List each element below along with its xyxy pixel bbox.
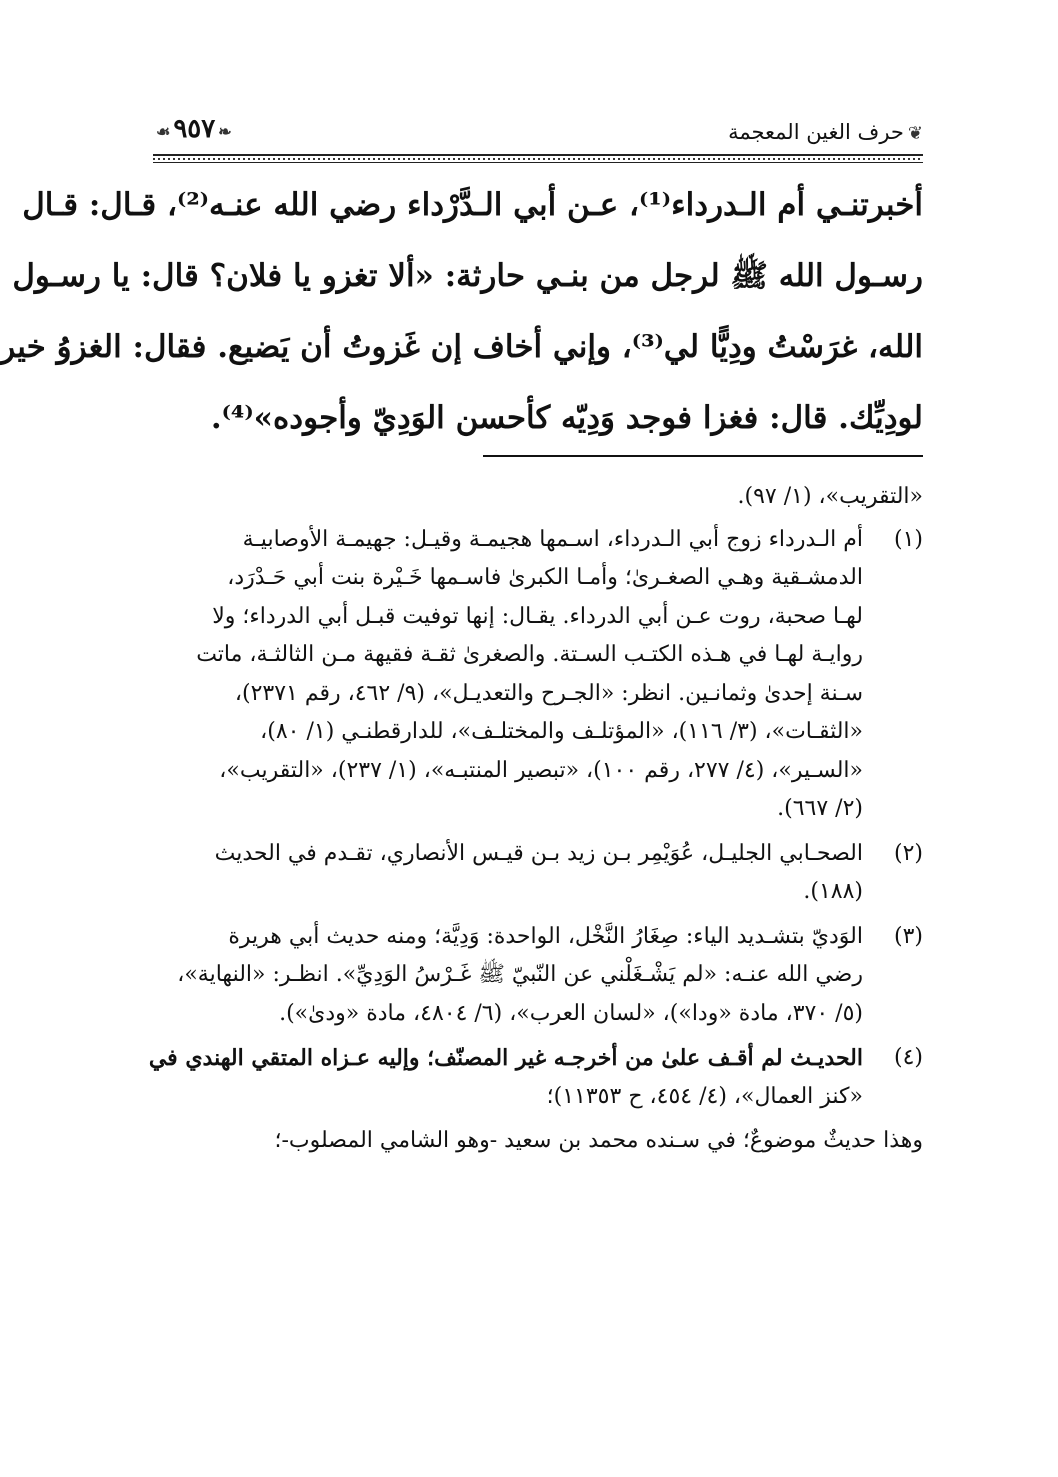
- footnote-line: الوَديّ بتشـديد الياء: صِغَارُ النَّخْل، الواحدة: وَدِيَّة؛ ومنه حديث أبي هريرة: [228, 923, 863, 949]
- footnote-line: «كنز العمال»، (٤/ ٤٥٤، ح ١١٣٥٣)؛: [546, 1083, 863, 1109]
- footnote-line: وهذا حديثٌ موضوعٌ؛ في سـنده محمد بن سعيد -وهو الشامي المصلوب-؛: [274, 1128, 923, 1153]
- pre-footnote: «التقريب»، (١/ ٩٧).: [737, 484, 923, 509]
- footnote-line: رضي الله عنـه: «لم يَشْـغَلْني عن النّبيّ ﷺ غَـرْسُ الوَدِيِّ». انظـر: «النهاية»،: [177, 962, 863, 987]
- footnote-line: (٥/ ٣٧٠، مادة «ودا»)، «لسان العرب»، (٦/ ٤٨٠٤، مادة «ودىٰ»).: [279, 1000, 863, 1026]
- footnote-separator: [483, 455, 923, 457]
- main-line: الله، غرَسْتُ ودِيًّا لي⁽³⁾، وإني أخاف إن غَزوتُ أن يَضيع. فقال: الغزوُ خير: [0, 329, 923, 365]
- main-line: لودِيِّك. قال: فغزا فوجد وَدِيّه كأحسن الوَدِيّ وأجوده»⁽⁴⁾.: [210, 400, 923, 436]
- main-text: [0, 170, 923, 454]
- footnote-continuation: [153, 1122, 923, 1161]
- main-line: أخبرتنـي أم الـدرداء⁽¹⁾، عـن أبي الـدَّرْداء رضي الله عنـه⁽²⁾، قـال: قـال: [22, 187, 923, 223]
- footnote-1: [153, 521, 923, 829]
- footnote-line: روايـة لهـا في هـذه الكتـب السـتة. والصغرىٰ ثقـة فقيهة مـن الثالثـة، ماتت: [196, 642, 863, 667]
- footnote-3: [153, 918, 923, 1034]
- footnote-line: «الثقـات»، (٣/ ١١٦)، «المؤتلـف والمختلـف»، للدارقطنـي (١/ ٨٠)،: [260, 719, 863, 744]
- chapter-title: ❦حرف الغين المعجمة: [728, 120, 923, 144]
- footnote-line: (٢/ ٦٦٧).: [777, 796, 863, 821]
- footnote-number: (٤): [893, 1045, 923, 1070]
- footnote-number: (٣): [893, 923, 923, 949]
- footnote-number: (١): [893, 526, 923, 552]
- footnote-line: أم الـدرداء زوج أبي الـدرداء، اسـمها هجيمـة وقيـل: جهيمـة الأوصابيـة: [242, 526, 863, 552]
- footnote-line: الصحـابي الجليـل، عُوَيْمِر بـن زيد بـن قيـس الأنصاري، تقـدم في الحديث: [214, 840, 863, 866]
- footnotes: [148, 478, 923, 1161]
- footnote-4: [148, 1039, 923, 1116]
- flourish-icon: ❧: [218, 122, 232, 141]
- flourish-icon: ❦: [907, 123, 923, 144]
- footnote-line: الدمشـقية وهـي الصغـرىٰ؛ وأمـا الكبرىٰ فاسـمها خَـيْرة بنت أبي حَـدْرَد،: [227, 565, 863, 590]
- footnote-line: «السـير»، (٤/ ٢٧٧، رقم ١٠٠)، «تبصير المنتبـه»، (١/ ٢٣٧)، «التقريب»،: [219, 757, 863, 783]
- running-header: [153, 112, 923, 154]
- footnote-number: (٢): [893, 840, 923, 866]
- footnote-line: (١٨٨).: [803, 879, 863, 904]
- footnote-line: سـنة إحدىٰ وثمانـين. انظر: «الجـرح والتعديـل»، (٩/ ٤٦٢، رقم ٢٣٧١)،: [234, 680, 863, 706]
- footnote-2: [153, 835, 923, 912]
- main-line: رسـول الله ﷺ لرجل من بنـي حارثة: «ألا تغزو يا فلان؟ قال: يا رسـول: [12, 258, 923, 294]
- footnote-line: لهـا صحبة، روت عـن أبي الدرداء. يقـال: إنها توفيت قبـل أبي الدرداء؛ ولا: [212, 603, 863, 629]
- flourish-icon: ☙: [156, 122, 171, 141]
- page-number: ❧٩٥٧☙: [156, 114, 232, 144]
- footnote-line: الحديـث لم أقـف علىٰ من أخرجـه غير المصنّف؛ وإليه عـزاه المتقي الهندي في: [148, 1045, 863, 1071]
- header-rule: [153, 154, 923, 163]
